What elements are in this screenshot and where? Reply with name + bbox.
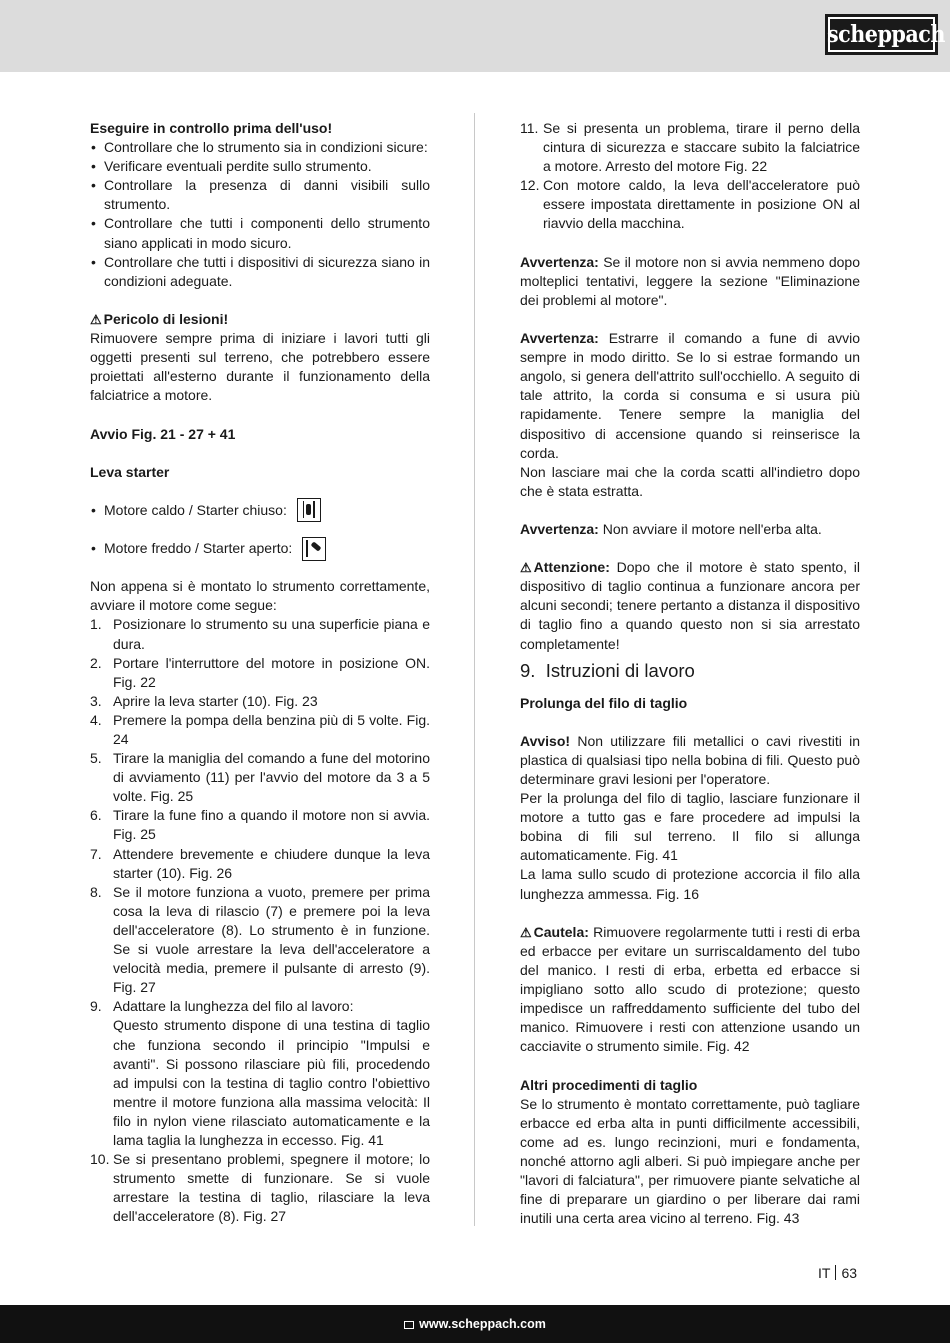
page-number: IT 63 bbox=[818, 1265, 858, 1281]
altri-text: Se lo strumento è montato correttamente, può tagliare erbacce ed erba alta in punti difficilmente accessibili, come ad es. lungo recinzioni, muri e fondamenta, nonché attorno agli alberi. Si può impiegare anche per "lavori di falciatura", per rimuovere piante selvatiche al fine di preparare un giardino o per liberare dai rami inutili una certa area vicino al terreno. Fig. 43 bbox=[520, 1095, 860, 1227]
list-item: 9. Adattare la lunghezza del filo al lavoro: Questo strumento dispone di una testina di taglio che funziona secondo il principio "Impulsi e avanti". Si possono rilasciare più fili, procedendo ad impulsi con la testina di taglio contro l'obiettivo mentre il motore funziona alla massima velocità: Il filo in nylon viene rilasciato automaticamente e la lama taglia la lunghezza in eccesso. Fig. 41 bbox=[90, 998, 430, 1148]
leva-title: Leva starter bbox=[90, 463, 170, 480]
warning-triangle-icon: ⚠ bbox=[520, 924, 532, 940]
starter-closed-icon bbox=[297, 498, 321, 522]
list-item: 2. Portare l'interruttore del motore in posizione ON. Fig. 22 bbox=[90, 654, 430, 690]
starter-warm-row: • Motore caldo / Starter chiuso: bbox=[90, 501, 430, 520]
starter-cold-label: Motore freddo / Starter aperto: bbox=[104, 540, 293, 557]
attention-note: ⚠ Attenzione: Dopo che il motore è stato spento, il dispositivo di taglio continua a funzionare ancora per alcuni secondi; tenere pertanto a distanza il dispositivo di taglio fino a quando questo non si sia arrestato completamente! bbox=[520, 559, 861, 652]
warning-2: Avvertenza: Estrarre il comando a fune di avvio sempre in modo diritto. Se lo si estrae formando un angolo, si genera dell'attrito sull'occhiello. A seguito di tale attrito, la corda si consuma e si usura più rapidamente. Tenere sempre la maniglia del dispositivo di accensione quando si reinserisce la corda. bbox=[520, 330, 861, 461]
left-column bbox=[90, 119, 430, 1226]
avviso-note: Avviso! Non utilizzare fili metallici o cavi rivestiti in plastica di qualsiasi tipo nella bobina di fili. Questo può determinare gravi lesioni per l'operatore. bbox=[520, 732, 861, 787]
starter-open-icon bbox=[302, 537, 326, 561]
check-list bbox=[90, 138, 430, 291]
list-item: 1. Posizionare lo strumento su una superficie piana e dura. bbox=[90, 616, 430, 652]
list-item: 4. Premere la pompa della benzina più di 5 volte. Fig. 24 bbox=[90, 711, 430, 747]
intro-text: Non appena si è montato lo strumento correttamente, avviare il motore come segue: bbox=[90, 578, 430, 614]
list-item: • Verificare eventuali perdite sullo strumento. bbox=[90, 157, 430, 176]
footer-bar bbox=[0, 1305, 950, 1343]
website-link[interactable]: www.scheppach.com bbox=[419, 1317, 546, 1331]
altri-title: Altri procedimenti di taglio bbox=[520, 1076, 698, 1093]
list-item: 12. Con motore caldo, la leva dell'acceleratore può essere impostata direttamente in posizione ON al riavvio della macchina. bbox=[520, 177, 860, 232]
list-item: • Controllare che lo strumento sia in condizioni sicure: bbox=[90, 138, 430, 157]
list-item: 3. Aprire la leva starter (10). Fig. 23 bbox=[90, 692, 318, 709]
warning-triangle-icon: ⚠ bbox=[90, 311, 102, 327]
list-item: 6. Tirare la fune fino a quando il motore non si avvia. Fig. 25 bbox=[90, 807, 430, 843]
list-item: 11. Se si presenta un problema, tirare il perno della cintura di sicurezza e staccare subito la falciatrice a motore. Arresto del motore Fig. 22 bbox=[520, 120, 860, 175]
warning-2-extra: Non lasciare mai che la corda scatti all'indietro dopo che è stata estratta. bbox=[520, 463, 860, 499]
list-item: • Controllare che tutti i componenti dello strumento siano applicati in modo sicuro. bbox=[90, 214, 430, 252]
lama-text: La lama sullo scudo di protezione accorcia il filo alla lunghezza ammessa. Fig. 16 bbox=[520, 866, 860, 902]
right-column bbox=[520, 119, 860, 1228]
danger-text: Rimuovere sempre prima di iniziare i lavori tutti gli oggetti presenti sul terreno, che potrebbero essere proiettati all'esterno durante il funzionamento della falciatrice a motore. bbox=[90, 330, 430, 404]
cautela-note: ⚠ Cautela: Rimuovere regolarmente tutti i resti di erba ed erbacce per evitare un surriscaldamento del tubo del manico. I resti di erba, erbetta ed erbacce si impigliano sotto allo scudo di protezione; questo impedisce un raffreddamento sufficiente del tubo del manico. Rimuovere i resti con attenzione usando un cacciavite o strumento simile. Fig. 42 bbox=[520, 923, 861, 1055]
list-item: 5. Tirare la maniglia del comando a fune del motorino di avviamento (11) per l'avvio del motore da 3 a 5 volte. Fig. 25 bbox=[90, 750, 430, 805]
column-divider bbox=[474, 113, 475, 1226]
scheppach-logo: scheppach bbox=[825, 14, 938, 55]
warning-triangle-icon: ⚠ bbox=[520, 560, 532, 576]
danger-title: Pericolo di lesioni! bbox=[103, 310, 229, 327]
danger-heading bbox=[90, 310, 430, 329]
header-band bbox=[0, 0, 950, 72]
list-item: • Controllare la presenza di danni visibili sullo strumento. bbox=[90, 176, 430, 214]
list-item: • Controllare che tutti i dispositivi di sicurezza siano in condizioni adeguate. bbox=[90, 253, 430, 291]
avvio-title: Avvio Fig. 21 - 27 + 41 bbox=[90, 425, 236, 442]
prolunga-title: Prolunga del filo di taglio bbox=[520, 694, 688, 711]
list-item: 8. Se il motore funziona a vuoto, premere per prima cosa la leva di rilascio (7) e premere poi la leva dell'acceleratore (8). Lo strumento è in funzione. Se si vuole arrestare la leva dell'acceleratore a velocità media, premere il pulsante di arresto (9). Fig. 27 bbox=[90, 883, 430, 996]
list-item: 7. Attendere brevemente e chiudere dunque la leva starter (10). Fig. 26 bbox=[90, 845, 430, 881]
computer-icon bbox=[404, 1321, 414, 1329]
warning-3: Avvertenza: Non avviare il motore nell'erba alta. bbox=[520, 520, 822, 537]
start-steps-continued bbox=[520, 119, 860, 234]
starter-cold-row: • Motore freddo / Starter aperto: bbox=[90, 539, 430, 558]
prolunga-text: Per la prolunga del filo di taglio, lasciare funzionare il motore a tutto gas e fare procedere ad impulsi la bobina di fili sul terreno. Il filo si allunga automaticamente. Fig. 41 bbox=[520, 790, 860, 864]
start-steps bbox=[90, 615, 430, 1226]
list-item: 10. Se si presentano problemi, spegnere il motore; lo strumento smette di funzionare. Se si vuole arrestare la testina di taglio, rilasciare la leva dell'acceleratore (8). Fig. 27 bbox=[90, 1151, 430, 1225]
starter-warm-label: Motore caldo / Starter chiuso: bbox=[104, 501, 287, 518]
check-title: Eseguire in controllo prima dell'uso! bbox=[90, 120, 333, 136]
warning-1: Avvertenza: Se il motore non si avvia nemmeno dopo molteplici tentativi, leggere la sezione "Eliminazione dei problemi al motore". bbox=[520, 253, 861, 308]
section-heading: 9. Istruzioni di lavoro bbox=[520, 659, 695, 681]
